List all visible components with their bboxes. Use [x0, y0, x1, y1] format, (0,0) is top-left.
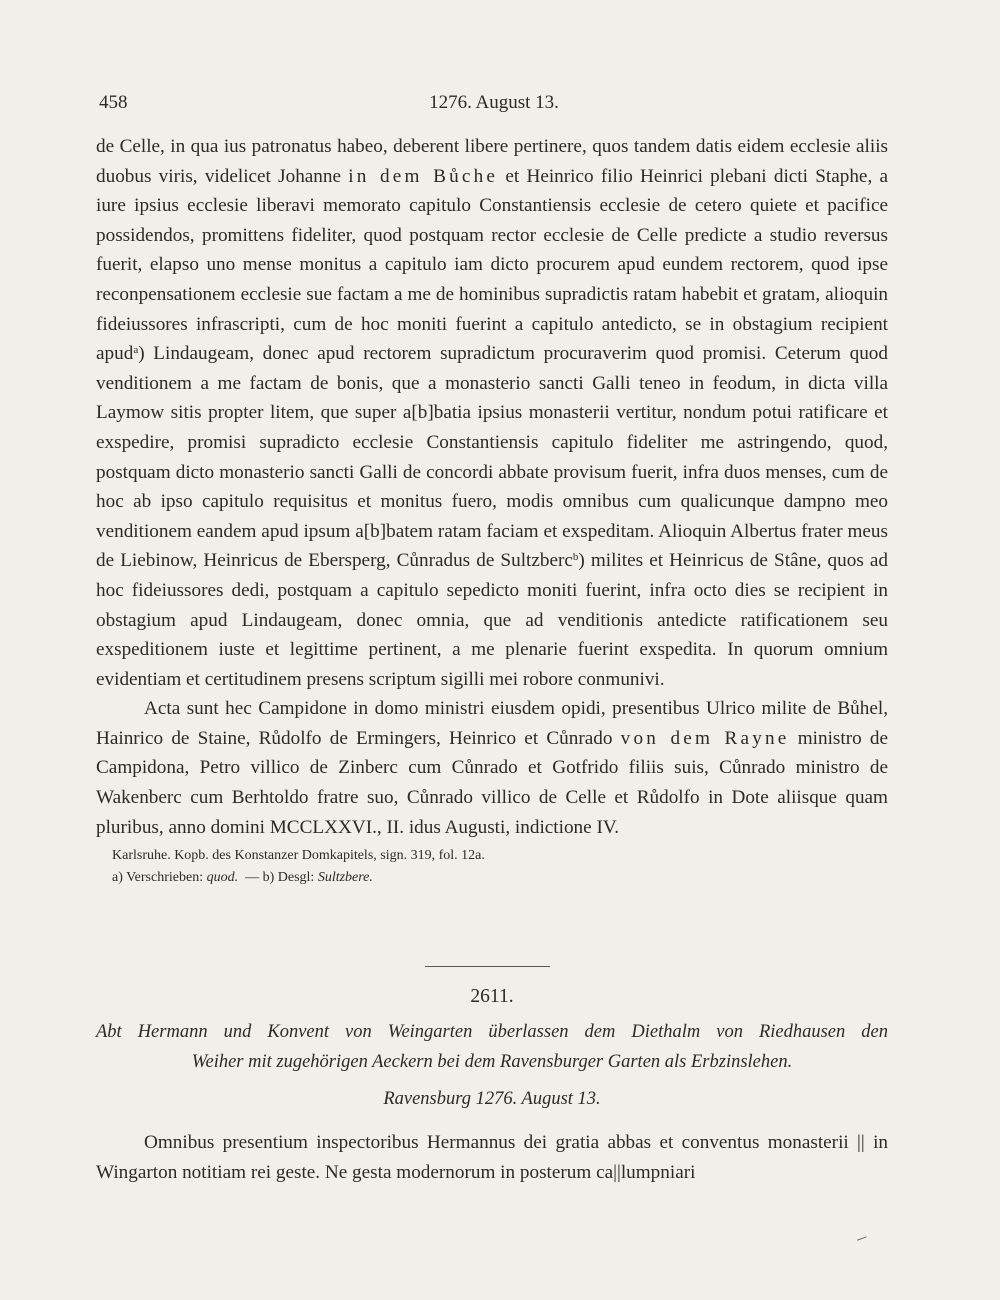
header-date: 1276. August 13. [429, 92, 559, 113]
source-citation: Karlsruhe. Kopb. des Konstanzer Domkapitels, sign. 319, fol. 12a. [112, 848, 485, 864]
running-header [99, 92, 889, 120]
page-number: 458 [99, 92, 128, 113]
section-divider [425, 966, 550, 967]
regest-line: Weiher mit zugehörigen Aeckern bei dem Ravensburger Garten als Erbzinslehen. [191, 1051, 793, 1072]
footnote-ref-b: b [572, 551, 579, 564]
document-number: 2611. [470, 986, 514, 1007]
continuation-text [96, 132, 888, 889]
spaced-name: von dem Rayne [620, 727, 790, 749]
regest-line: Abt Hermann und Konvent von Weingarten überlassen dem Diethalm von Riedhausen den [96, 1022, 888, 1042]
scan-mark [857, 1236, 867, 1241]
spaced-name: in dem Bůche [348, 165, 499, 187]
regest [96, 1018, 888, 1077]
document-text [96, 1128, 888, 1187]
footnote-ref-a: a [133, 344, 139, 357]
witness-paragraph: Acta sunt hec Campidone in domo ministri eiusdem opidi, presentibus Ulrico milite de Bůhel, Hainrico de Staine, Růdolfo de Ermingers, Heinrico et Cůnrado von dem Rayne ministro de Campidona, Petro villico de Zinberc cum Cůnrado et Gotfrido filiis suis, Cůnrado ministro de Wakenberc cum Berhtoldo fratre suo, Cůnrado villico de Celle et Růdolfo in Dote aliisque quam pluribus, anno domini MCCLXXVI., II. idus Augusti, indictione IV. [96, 698, 889, 838]
charter-paragraph: Omnibus presentium inspectoribus Hermannus dei gratia abbas et conventus monasterii || in Wingarton notitiam rei geste. Ne gesta modernorum in posterum ca||lumpniari [96, 1132, 888, 1183]
footnotes: a) Verschrieben: quod. — b) Desgl: Sultzbere. [112, 870, 373, 886]
document-dateline: Ravensburg 1276. August 13. [383, 1089, 601, 1109]
charter-paragraph: de Celle, in qua ius patronatus habeo, deberent libere pertinere, quos tandem datis eidem ecclesie aliis duobus viris, videlicet Johanne in dem Bůche et Heinrico filio Heinrici plebani dicti Staphe, a iure ipsius ecclesie liberavi memorato capitulo Constantiensis ecclesie de cetero quiete et pacifice possidendos, promittens fideliter, quod postquam rector ecclesie de Celle predicte a studio reversus fuerit, elapso uno mense monitus a capitulo iam dicto procurem apud eundem rectorem, quod ipse reconpensationem ecclesie sue factam a me de hominibus supradictis ratam habebit et gratam, alioquin fideiussores infrascripti, cum de hoc moniti fuerint a capitulo antedicto, se in obstagium recipient apud$^a$) Lindaugeam, donec apud rectorem supradictum procuraverim quod promisi. Ceterum quod venditionem a me factam de bonis, que a monasterio sancti Galli teneo in feodum, in dicta villa Laymow sitis propter litem, que super a[b]batia ipsius monasterii vertitur, nondum potui ratificare et exspedire, promisi supradicto ecclesie Constantiensis capitulo fideliter me astringendo, quod, postquam dicto monasterio sancti Galli de concordi abbate provisum fuerit, infra duos menses, cum de hoc ab ipso capitulo requisitus et monitus fuero, modis omnibus cum qualicunque dampno meo venditionem eandem apud ipsum a[b]batem ratam faciam et exspeditam. Alioquin Albertus frater meus de Liebinow, Heinricus de Ebersperg, Cůnradus de Sultzberc$^b$) milites et Heinricus de Stâne, quos ad hoc fideiussores dedi, postquam a capitulo sepedicto moniti fuerint, infra octo dies se recipient in obstagium apud Lindaugeam, donec omnia, que ad venditionis antedicte ratificationem seu exspeditionem iuste et legittime pertinent, a me plenarie fuerint exspedita. In quorum omnium evidentiam et certitudinem presens scriptum sigilli mei robore conmunivi. [96, 136, 888, 690]
